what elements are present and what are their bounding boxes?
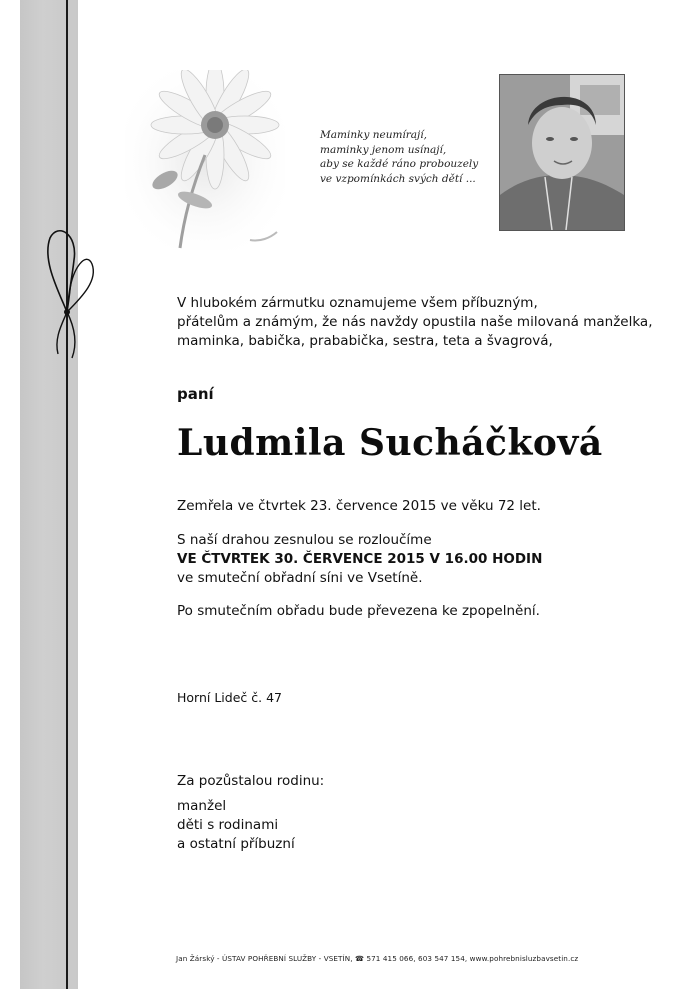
cremation-note: Po smutečním obřadu bude převezena ke zpopelnění. [177,603,540,619]
bow-ribbon-icon [28,220,108,370]
family-member: manžel [177,798,227,814]
address: Horní Lideč č. 47 [177,690,282,705]
ceremony-datetime: VE ČTVRTEK 30. ČERVENCE 2015 V 16.00 HODIN [177,551,543,567]
decorative-side-band [20,0,78,989]
intro-text [177,294,652,351]
honorific-title: paní [177,385,214,403]
family-heading: Za pozůstalou rodinu: [177,773,325,789]
family-block [177,772,324,854]
portrait-drawing [500,75,624,230]
funeral-service-footer: Jan Žárský - ÚSTAV POHŘEBNÍ SLUŽBY - VSETÍN, ☎ 571 415 066, 603 547 154, www.pohrebnisluzbavsetin.cz [176,954,579,963]
intro-line: přátelům a známým, že nás navždy opustila naše milovaná manželka, [177,314,653,330]
death-date: Zemřela ve čtvrtek 23. července 2015 ve věku 72 let. [177,498,541,514]
flower-illustration [125,70,285,250]
portrait-photo [499,74,625,231]
intro-line: maminka, babička, prababička, sestra, teta a švagrová, [177,333,553,349]
ceremony-info [177,531,542,588]
poem-line: maminky jenom usínají, [320,143,447,156]
poem [320,128,478,186]
poem-line: ve vzpomínkách svých dětí ... [320,172,476,185]
ribbon-line [66,0,68,989]
ceremony-place: ve smuteční obřadní síni ve Vsetíně. [177,570,423,586]
deceased-name: Ludmila Sucháčková [177,422,603,464]
poem-line: Maminky neumírají, [320,129,428,141]
family-member: děti s rodinami [177,817,279,833]
poem-line: aby se každé ráno probouzely [320,158,479,170]
ceremony-line: S naší drahou zesnulou se rozloučíme [177,532,432,548]
intro-line: V hlubokém zármutku oznamujeme všem příbuzným, [177,295,538,311]
family-member: a ostatní příbuzní [177,836,295,852]
